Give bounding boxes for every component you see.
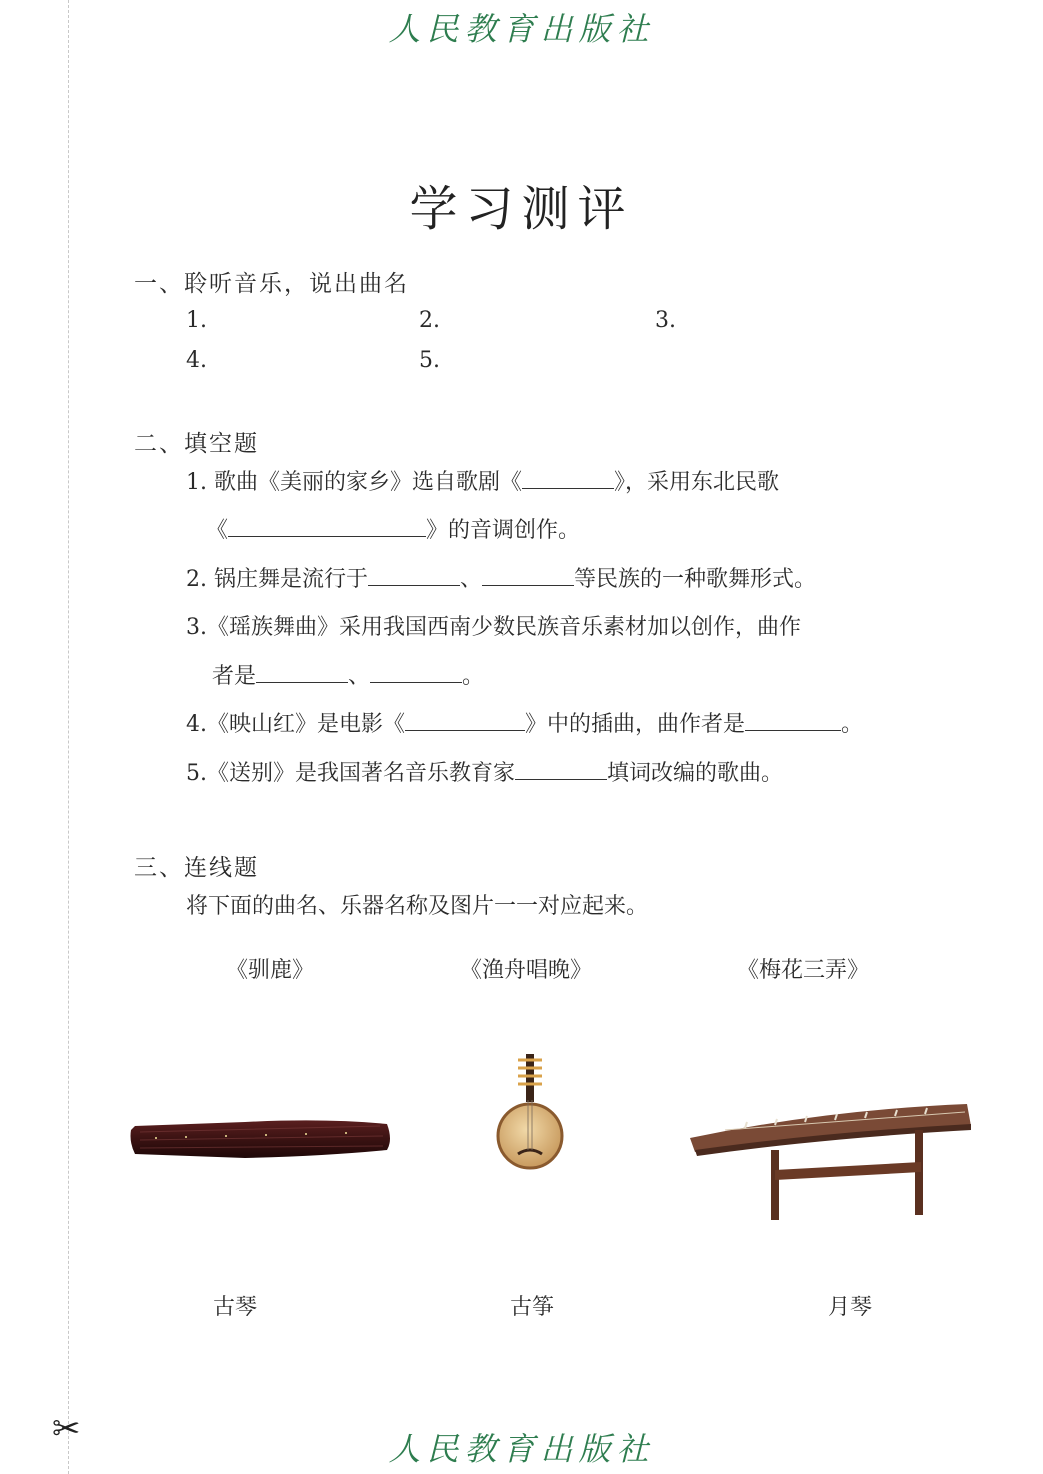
section-3-instruction: 将下面的曲名、乐器名称及图片一一对应起来。 bbox=[186, 894, 649, 919]
section-2-heading: 二、填空题 bbox=[134, 431, 259, 457]
answer-number-1: 1. bbox=[186, 308, 207, 333]
section-3-heading: 三、连线题 bbox=[134, 855, 259, 881]
question-text: 》，采用东北民歌 bbox=[614, 470, 780, 495]
instrument-label-guqin: 古琴 bbox=[213, 1295, 258, 1320]
answer-blank[interactable] bbox=[256, 664, 348, 683]
question-text: 、 bbox=[348, 664, 371, 689]
header-publisher-logo: 人民教育出版社 bbox=[388, 10, 655, 48]
song-title-1: 《驯鹿》 bbox=[226, 958, 315, 983]
question-text: 5.《送别》是我国著名音乐教育家 bbox=[186, 761, 515, 786]
answer-blank[interactable] bbox=[522, 470, 614, 489]
answer-blank[interactable] bbox=[745, 712, 841, 731]
instrument-label-guzheng: 古筝 bbox=[510, 1295, 555, 1320]
question-text: 。 bbox=[462, 664, 485, 689]
question-2-2 bbox=[186, 562, 816, 593]
page-title: 学习测评 bbox=[409, 181, 634, 237]
question-2-1-line-1 bbox=[186, 465, 779, 496]
answer-blank[interactable] bbox=[482, 567, 574, 586]
answer-blank[interactable] bbox=[515, 761, 607, 780]
song-title-3: 《梅花三弄》 bbox=[737, 958, 870, 983]
yueqin-image bbox=[490, 1050, 570, 1180]
answer-blank[interactable] bbox=[368, 567, 460, 586]
answer-number-3: 3. bbox=[655, 308, 676, 333]
guqin-image bbox=[125, 1110, 395, 1170]
question-text: 《 bbox=[206, 518, 229, 543]
question-2-1-line-2 bbox=[206, 513, 580, 544]
footer-publisher-logo: 人民教育出版社 bbox=[388, 1430, 655, 1468]
question-2-3-line-2 bbox=[212, 659, 484, 690]
answer-number-2: 2. bbox=[419, 308, 440, 333]
question-text: 、 bbox=[459, 567, 482, 592]
question-text: 者是 bbox=[212, 664, 257, 689]
question-text: 等民族的一种歌舞形式。 bbox=[574, 567, 817, 592]
answer-number-4: 4. bbox=[186, 348, 207, 373]
song-title-2: 《渔舟唱晚》 bbox=[460, 958, 593, 983]
question-text: 。 bbox=[841, 712, 864, 737]
instrument-label-yueqin: 月琴 bbox=[828, 1295, 873, 1320]
answer-blank[interactable] bbox=[405, 712, 525, 731]
section-1-heading: 一、聆听音乐，说出曲名 bbox=[134, 271, 409, 297]
question-2-4 bbox=[186, 707, 863, 738]
question-text: 》中的插曲，曲作者是 bbox=[525, 712, 746, 737]
question-text: 2. 锅庄舞是流行于 bbox=[186, 567, 368, 592]
guzheng-image bbox=[685, 1090, 975, 1225]
answer-number-5: 5. bbox=[419, 348, 440, 373]
question-text: 填词改编的歌曲。 bbox=[607, 761, 784, 786]
question-2-3-line-1: 3.《瑶族舞曲》采用我国西南少数民族音乐素材加以创作，曲作 bbox=[186, 615, 801, 640]
answer-blank[interactable] bbox=[228, 518, 426, 537]
scissors-icon: ✂ bbox=[52, 1409, 81, 1449]
question-text: 》的音调创作。 bbox=[426, 518, 581, 543]
question-2-5 bbox=[186, 756, 783, 787]
question-text: 4.《映山红》是电影《 bbox=[186, 712, 405, 737]
answer-blank[interactable] bbox=[370, 664, 462, 683]
question-text: 1. 歌曲《美丽的家乡》选自歌剧《 bbox=[186, 470, 522, 495]
